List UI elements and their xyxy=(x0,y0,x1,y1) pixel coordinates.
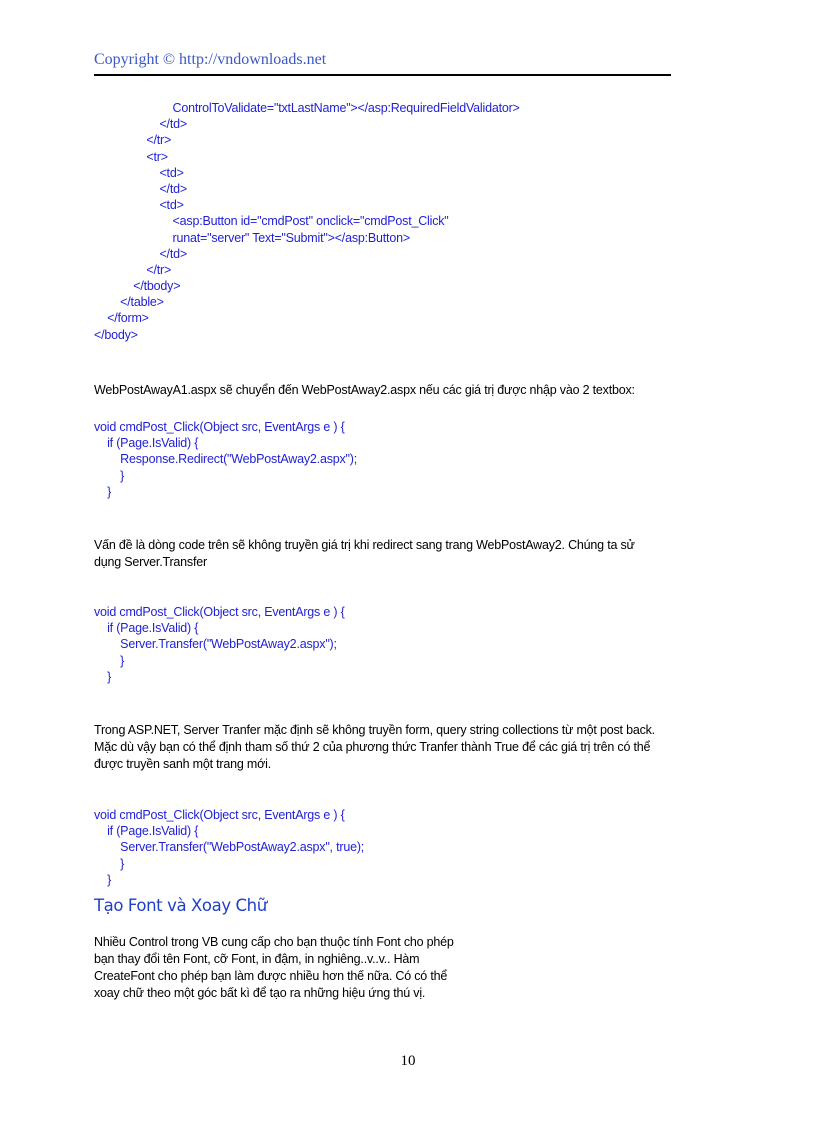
code-line: } xyxy=(94,468,125,483)
code-line: <td> xyxy=(94,165,184,180)
code-line: if (Page.IsValid) { xyxy=(94,621,199,636)
code-line: } xyxy=(94,669,112,684)
paragraph-line: Nhiều Control trong VB cung cấp cho bạn thuộc tính Font cho phép xyxy=(94,935,454,949)
copyright-header: Copyright © http://vndownloads.net xyxy=(94,51,327,68)
code-line: </tbody> xyxy=(94,279,181,294)
paragraph-server-transfer-intro xyxy=(94,537,734,571)
code-line: ControlToValidate="txtLastName"></asp:RequiredFieldValidator> xyxy=(94,101,520,115)
paragraph-redirect-intro xyxy=(94,382,734,399)
code-line: } xyxy=(94,484,112,499)
code-line: <asp:Button id="cmdPost" onclick="cmdPost_Click" xyxy=(94,214,449,229)
code-line: </tr> xyxy=(94,262,172,277)
code-block-aspx-markup xyxy=(94,100,520,343)
code-line: </table> xyxy=(94,295,164,310)
code-line: } xyxy=(94,653,125,668)
code-line: <tr> xyxy=(94,149,168,164)
code-line: Server.Transfer("WebPostAway2.aspx"); xyxy=(94,637,337,652)
code-line: <td> xyxy=(94,198,184,213)
code-line: if (Page.IsValid) { xyxy=(94,824,199,839)
paragraph-line: được truyền sanh một trang mới. xyxy=(94,757,271,771)
paragraph-line: Trong ASP.NET, Server Tranfer mặc định sẽ không truyền form, query string collections từ một post back. xyxy=(94,723,655,737)
code-line: </form> xyxy=(94,311,149,326)
code-line: } xyxy=(94,856,125,871)
paragraph-line: Mặc dù vậy bạn có thể định tham số thứ 2 của phương thức Tranfer thành True để các giá trị trên có thể xyxy=(94,740,651,754)
paragraph-line: WebPostAwayA1.aspx sẽ chuyển đến WebPostAway2.aspx nếu các giá trị được nhập vào 2 textbox: xyxy=(94,383,635,397)
code-block-server-transfer-true xyxy=(94,807,364,888)
paragraph-createfont xyxy=(94,934,734,1002)
code-line: if (Page.IsValid) { xyxy=(94,436,199,451)
code-line: Server.Transfer("WebPostAway2.aspx", true); xyxy=(94,840,365,855)
code-line: } xyxy=(94,872,112,887)
code-line: </tr> xyxy=(94,133,172,148)
header-divider xyxy=(94,74,671,76)
section-heading: Tạo Font và Xoay Chữ xyxy=(94,896,267,915)
paragraph-transfer-preserve xyxy=(94,722,734,773)
paragraph-line: CreateFont cho phép bạn làm được nhiều hơn thế nữa. Có có thể xyxy=(94,969,448,983)
code-line: </td> xyxy=(94,246,187,261)
code-line: Response.Redirect("WebPostAway2.aspx"); xyxy=(94,452,358,467)
code-block-server-transfer xyxy=(94,604,345,685)
paragraph-line: xoay chữ theo một góc bất kì để tạo ra những hiệu ứng thú vị. xyxy=(94,986,426,1000)
code-line: </body> xyxy=(94,327,138,342)
code-line: void cmdPost_Click(Object src, EventArgs e ) { xyxy=(94,420,345,434)
code-line: void cmdPost_Click(Object src, EventArgs e ) { xyxy=(94,605,345,619)
code-line: </td> xyxy=(94,117,187,132)
paragraph-line: bạn thay đổi tên Font, cỡ Font, in đậm, in nghiêng..v..v.. Hàm xyxy=(94,952,420,966)
code-line: runat="server" Text="Submit"></asp:Button> xyxy=(94,230,410,245)
paragraph-line: dụng Server.Transfer xyxy=(94,555,207,569)
paragraph-line: Vấn đề là dòng code trên sẽ không truyền giá trị khi redirect sang trang WebPostAway2. Chúng ta sử xyxy=(94,538,635,552)
code-line: </td> xyxy=(94,181,187,196)
page-number: 10 xyxy=(400,1053,416,1069)
code-line: void cmdPost_Click(Object src, EventArgs e ) { xyxy=(94,808,345,822)
code-block-response-redirect xyxy=(94,419,357,500)
